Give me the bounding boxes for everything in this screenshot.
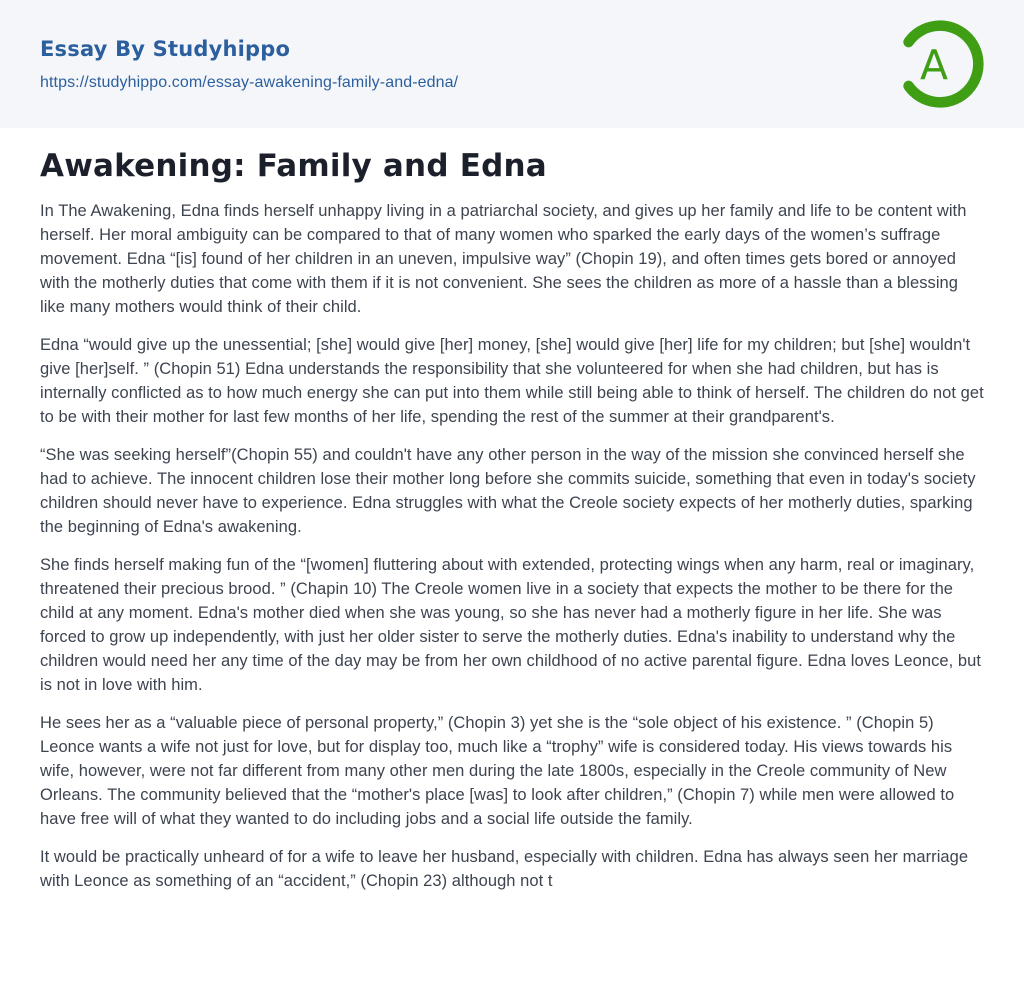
essay-paragraph-4: She finds herself making fun of the “[women] fluttering about with extended, protecting wings when any harm, real or imaginary, threatened their precious brood. ” (Chapin 10) The Creole women live in a society that expects the mother to be there for the child at any moment. Edna's mother died when she was young, so she has never had a motherly figure in her life. She was forced to grow up independently, with just her older sister to serve the motherly duties. Edna's inability to understand why the children would need her any time of the day may be from her own childhood of no active parental figure. Edna loves Leonce, but is not in love with him.	[40, 556, 981, 694]
essay-body	[40, 199, 984, 893]
essay-source-link[interactable]: https://studyhippo.com/essay-awakening-family-and-edna/	[40, 73, 459, 91]
essay-paragraph-1: In The Awakening, Edna finds herself unhappy living in a patriarchal society, and gives up her family and life to be content with herself. Her moral ambiguity can be compared to that of many women who sparked the early days of the women’s suffrage movement. Edna “[is] found of her children in an uneven, impulsive way” (Chopin 19), and often times gets bored or annoyed with the motherly duties that come with them if it is not convenient. She sees the children as more of a hassle than a blessing like many mothers would think of their child.	[40, 202, 967, 316]
essay-paragraph-5: He sees her as a “valuable piece of personal property,” (Chopin 3) yet she is the “sole object of his existence. ” (Chopin 5) Leonce wants a wife not just for love, but for display too, much like a “trophy” wife is considered today. His views towards his wife, however, were not far different from many other men during the late 1800s, especially in the Creole community of New Orleans. The community believed that the “mother's place [was] to look after children,” (Chopin 7) while men were allowed to have free will of what they wanted to do including jobs and a social life outside the family.	[40, 714, 955, 828]
essay-paragraph-6: It would be practically unheard of for a wife to leave her husband, especially with children. Edna has always seen her marriage with Leonce as something of an “accident,” (Chopin 23) although not t	[40, 848, 969, 890]
essay-paragraph-2: Edna “would give up the unessential; [she] would give [her] money, [she] would give [her] life for my children; but [she] wouldn't give [her]self. ” (Chopin 51) Edna understands the responsibility that she volunteered for when she had children, but has is internally conflicted as to how much energy she can put into them while still being able to think of herself. The children do not get to be with their mother for last few months of her life, spending the rest of the summer at their grandparent's.	[40, 336, 984, 426]
site-title: Essay By Studyhippo	[40, 36, 291, 61]
page-header	[0, 0, 1024, 128]
logo-letter: A	[919, 41, 949, 89]
essay-paragraph-3: “She was seeking herself”(Chopin 55) and couldn't have any other person in the way of the mission she convinced herself she had to achieve. The innocent children lose their mother long before she commits suicide, something that even in today's society children should never have to experience. Edna struggles with what the Creole society expects of her motherly duties, sparking the beginning of Edna's awakening.	[40, 446, 976, 536]
header-text-block	[40, 37, 458, 92]
essay-title: Awakening: Family and Edna	[40, 148, 547, 184]
studyhippo-logo	[894, 18, 986, 110]
essay-article	[0, 128, 1024, 893]
